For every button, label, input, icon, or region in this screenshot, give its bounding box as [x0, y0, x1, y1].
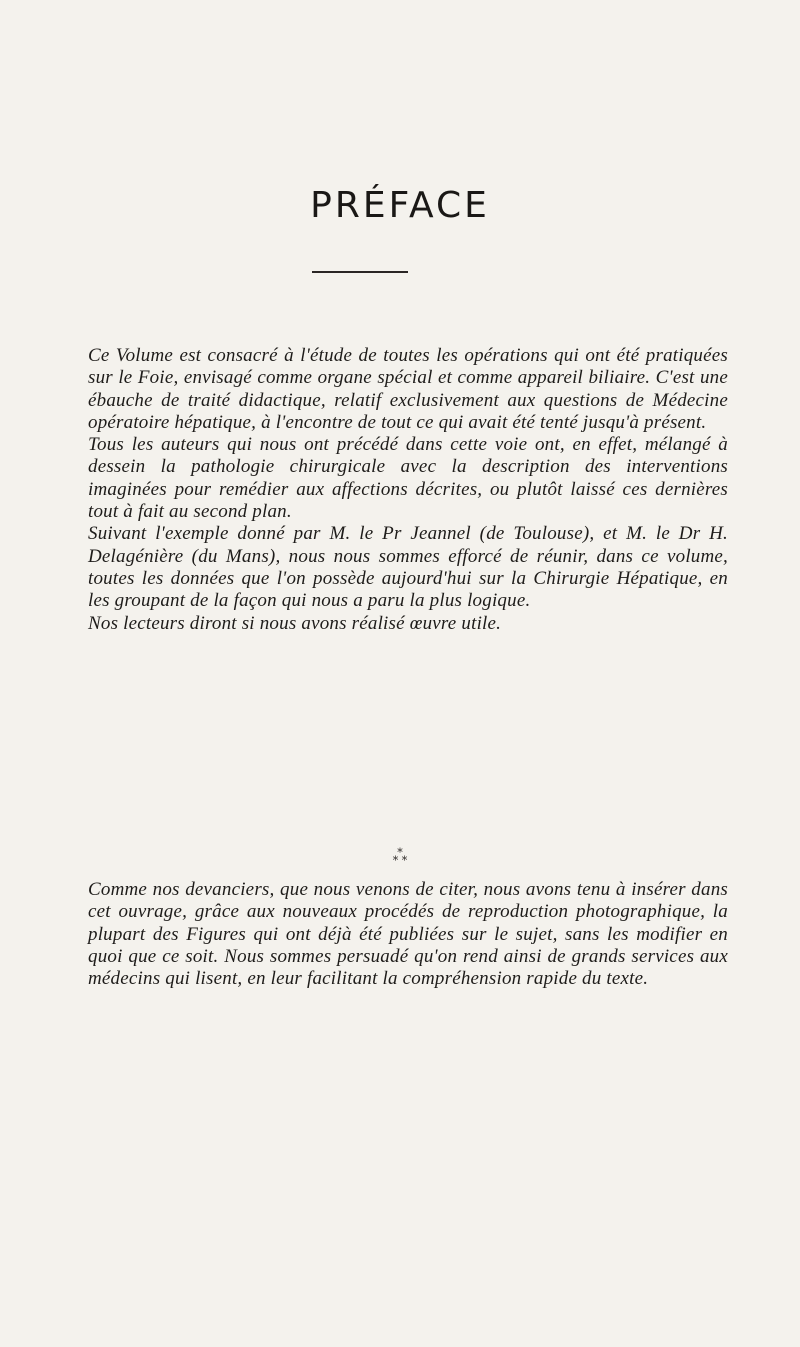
- preface-section-2: [88, 879, 728, 990]
- preface-section-1: [88, 345, 728, 635]
- paragraph-1: Ce Volume est consacré à l'étude de toutes les opérations qui ont été pratiquées sur le Foie, envisagé comme organe spécial et comme appareil biliaire. C'est une ébauche de traité didactique, relatif exclusivement aux questions de Médecine opératoire hépatique, à l'encontre de tout ce qui avait été tenté jusqu'à présent.: [88, 345, 728, 433]
- title-rule: [312, 271, 408, 273]
- asterism: * * *: [392, 846, 408, 867]
- paragraph-2: Tous les auteurs qui nous ont précédé dans cette voie ont, en effet, mélangé à dessein la pathologie chirurgicale avec la description des interventions imaginées pour remédier aux affections décrites, ou plutôt laissé ces dernières tout à fait au second plan.: [88, 434, 728, 523]
- paragraph-5: Comme nos devanciers, que nous venons de citer, nous avons tenu à insérer dans cet ouvrage, grâce aux nouveaux procédés de reproduction photographique, la plupart des Figures qui ont déjà été publiées sur le sujet, sans les modifier en quoi que ce soit. Nous sommes persuadé qu'on rend ainsi de grands services aux médecins qui lisent, en leur facilitant la compréhension rapide du texte.: [88, 879, 728, 990]
- page-title: PRÉFACE: [310, 185, 490, 226]
- paragraph-4: Nos lecteurs diront si nous avons réalisé œuvre utile.: [88, 612, 502, 634]
- paragraph-3: Suivant l'exemple donné par M. le Pr Jeannel (de Toulouse), et M. le Dr H. Delagénière (du Mans), nous nous sommes efforcé de réunir, dans ce volume, toutes les données que l'on possède aujourd'hui sur la Chirurgie Hépatique, en les groupant de la façon qui nous a paru la plus logique.: [88, 523, 728, 612]
